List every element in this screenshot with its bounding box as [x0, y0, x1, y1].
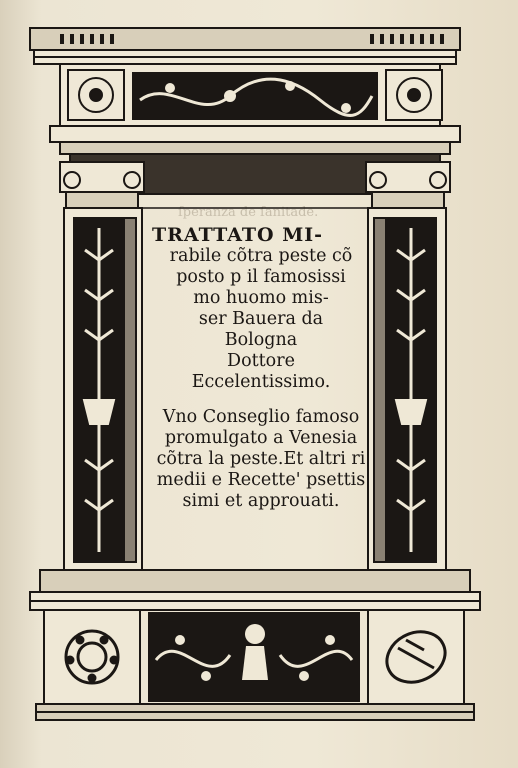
title-line: Bologna: [224, 330, 298, 350]
left-capital: [60, 162, 144, 208]
spacer: [146, 393, 376, 407]
title-line: Eccelentissimo.: [191, 372, 331, 392]
title-line: mo huomo mis-: [193, 288, 329, 308]
subtitle-line: promulgato a Venesia: [164, 428, 358, 448]
rosette-icon: [68, 70, 124, 120]
title-line: Dottore: [227, 351, 295, 371]
title-line: posto p il famosissi: [176, 267, 346, 287]
subtitle-line: simi et approuati.: [182, 491, 340, 511]
right-capital: [366, 162, 450, 208]
right-pilaster: [368, 208, 446, 570]
title-line: TRATTATO MI-: [152, 224, 324, 246]
subtitle-line: cõtra la peste.Et altri ri: [156, 449, 366, 469]
title-line: rabile cõtra peste cõ: [169, 246, 353, 266]
base-frieze: [148, 612, 360, 702]
rosette-icon: [386, 70, 442, 120]
left-pilaster: [64, 208, 142, 570]
bleed-through-text: ſperanza de ſanitade.: [178, 205, 319, 220]
subtitle-line: medii e Recette' psettis: [156, 470, 366, 490]
subtitle-line: Vno Conseglio famoso: [162, 407, 360, 427]
top-frieze: [132, 72, 378, 120]
plinth-bottom: [36, 704, 474, 720]
title-text-block: [146, 224, 376, 564]
base-cornice: [30, 570, 480, 610]
title-line: ser Bauera da: [198, 309, 324, 329]
wreath-icon: [66, 631, 118, 683]
